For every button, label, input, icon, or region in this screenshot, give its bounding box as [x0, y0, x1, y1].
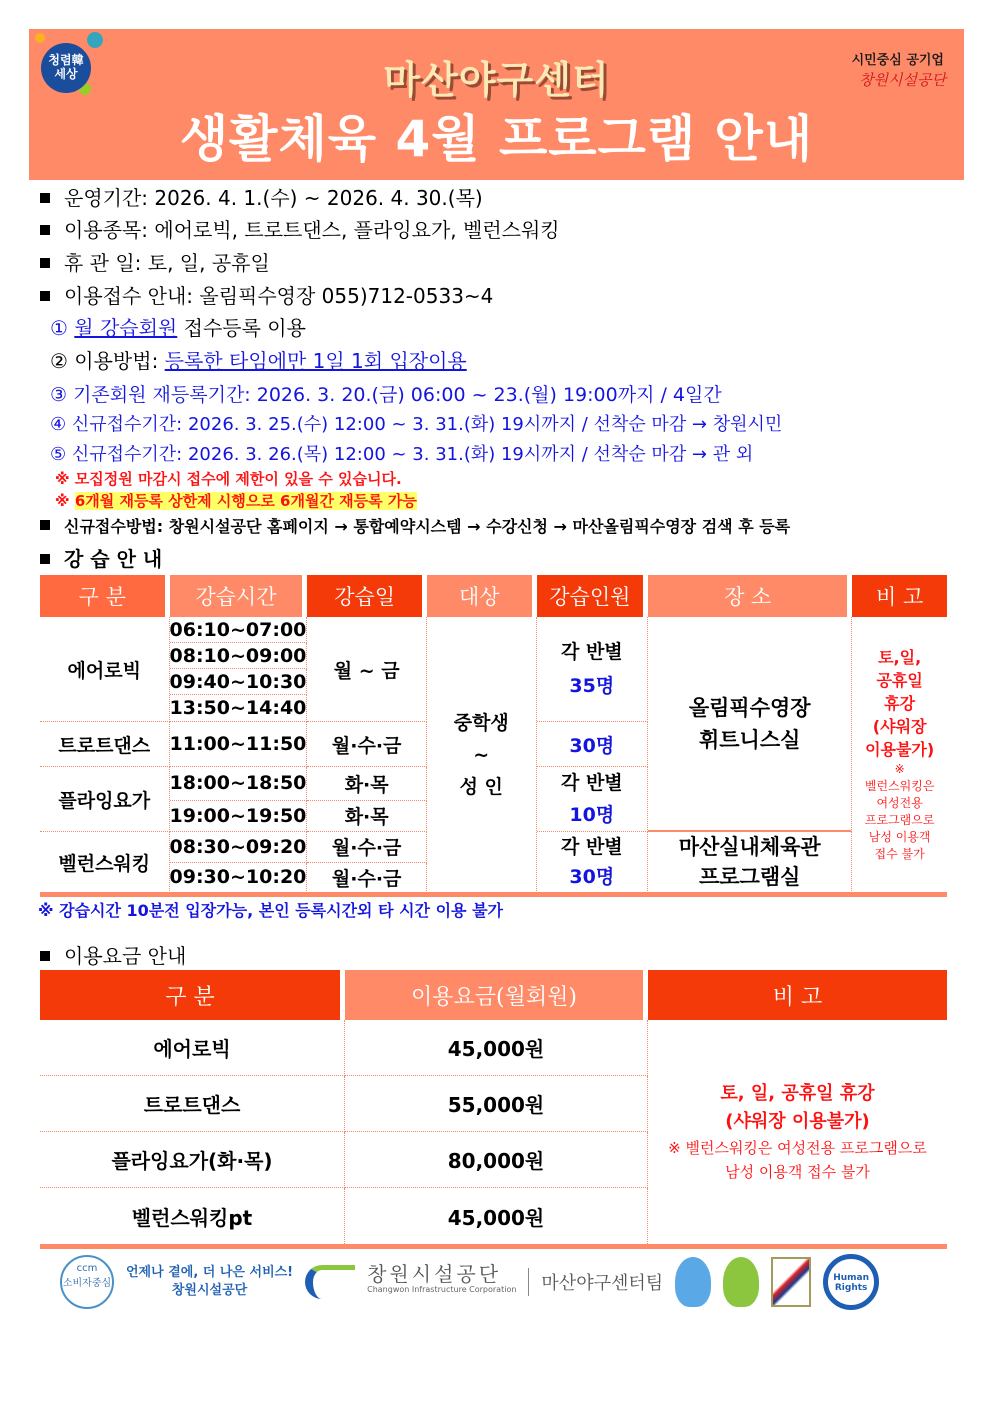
decor-dot	[87, 32, 103, 48]
item-1: ① 월 강습회원 접수등록 이용	[50, 316, 306, 340]
mascot-green-icon	[723, 1257, 759, 1307]
class-capacity: 각 반별 10명	[537, 767, 649, 832]
class-capacity: 30명	[537, 722, 649, 767]
fee-name: 플라잉요가(화·목)	[40, 1132, 345, 1188]
health-logo-icon	[305, 1265, 355, 1299]
footer-slogan: 언제나 곁에, 더 나은 서비스! 창원시설공단	[126, 1265, 294, 1298]
fee-header-remark: 비 고	[648, 970, 947, 1020]
mascot-blue-icon	[675, 1257, 711, 1307]
bullet-icon	[40, 520, 50, 530]
note-reregister: ※ 6개월 재등록 상한제 시행으로 6개월간 재등록 가능	[55, 492, 417, 510]
class-name: 벨런스워킹	[40, 832, 170, 893]
header-place: 장 소	[648, 575, 852, 617]
method-line: 신규접수방법: 창원시설공단 홈페이지 → 통합예약시스템 → 수강신청 → 마산올림픽수영장 검색 후 등록	[40, 514, 790, 537]
header-time: 강습시간	[170, 575, 308, 617]
class-days: 월·수·금	[307, 832, 427, 863]
fee-name: 에어로빅	[40, 1020, 345, 1076]
class-days: 화·목	[307, 801, 427, 832]
fee-table	[40, 970, 947, 1244]
fee-header-category: 구 분	[40, 970, 345, 1020]
closed-line: 휴 관 일: 토, 일, 공휴일	[40, 247, 270, 276]
class-name: 에어로빅	[40, 617, 170, 722]
class-time: 13:50~14:40	[170, 695, 308, 722]
class-time: 11:00~11:50	[170, 722, 308, 767]
bullet-icon	[40, 951, 50, 961]
fee-price: 45,000원	[345, 1188, 648, 1244]
class-time: 06:10~07:00	[170, 617, 308, 643]
usage-link[interactable]: 등록한 타임에만 1일 1회 입장이용	[164, 349, 467, 373]
fee-remark: 토, 일, 공휴일 휴강 (샤워장 이용불가) ※ 벨런스워킹은 여성전용 프로그램으로 남성 이용객 접수 불가	[668, 1083, 927, 1181]
bullet-icon	[40, 554, 50, 564]
class-target: 중학생 ~ 성 인	[427, 617, 537, 893]
class-days: 화·목	[307, 767, 427, 801]
note-capacity: ※ 모집정원 마감시 접수에 제한이 있을 수 있습니다.	[55, 470, 402, 488]
class-days: 월·수·금	[307, 722, 427, 767]
member-link[interactable]: 월 강습회원	[74, 316, 178, 340]
decor-dot	[35, 33, 45, 43]
class-note: ※ 강습시간 10분전 입장가능, 본인 등록시간외 타 시간 이용 불가	[38, 901, 503, 920]
corp-logo: 창원시설공단 Changwon Infrastructure Corporation	[367, 1262, 517, 1294]
class-time: 09:40~10:30	[170, 669, 308, 695]
page-title: 생활체육 4월 프로그램 안내	[179, 110, 814, 168]
class-days: 월 ~ 금	[307, 617, 427, 722]
team-name: 마산야구센터팀	[541, 1273, 664, 1294]
class-capacity: 각 반별 30명	[537, 832, 649, 893]
header-category: 구 분	[40, 575, 170, 617]
fee-price: 45,000원	[345, 1020, 648, 1076]
bullet-icon	[40, 291, 50, 301]
class-name: 트로트댄스	[40, 722, 170, 767]
section-class: 강 습 안 내	[40, 543, 162, 572]
footer-logos	[60, 1252, 920, 1312]
header-banner	[29, 29, 964, 180]
class-remark: 토,일, 공휴일 휴강 (샤워장 이용불가) ※ 벨런스워킹은 여성전용 프로그램으로 남성 이용객 접수 불가	[852, 617, 947, 893]
class-name: 플라잉요가	[40, 767, 170, 832]
bullet-icon	[40, 225, 50, 235]
header-target: 대상	[427, 575, 537, 617]
bullet-icon	[40, 193, 50, 203]
fee-price: 55,000원	[345, 1076, 648, 1132]
class-time: 19:00~19:50	[170, 801, 308, 832]
item-2: ② 이용방법: 등록한 타임에만 1일 1회 입장이용	[50, 349, 467, 373]
center-title: 마산야구센터	[383, 58, 610, 102]
class-table	[40, 575, 947, 893]
fee-price: 80,000원	[345, 1132, 648, 1188]
item-5: ⑤ 신규접수기간: 2026. 3. 26.(목) 12:00 ~ 3. 31.(화) 19시까지 / 선착순 마감 → 관 외	[50, 444, 754, 465]
org-logo: 창원시설공단	[859, 71, 946, 89]
section-fee: 이용요금 안내	[40, 940, 186, 969]
sports-line: 이용종목: 에어로빅, 트로트댄스, 플라잉요가, 벨런스워킹	[40, 214, 560, 243]
class-time: 08:10~09:00	[170, 643, 308, 669]
human-rights-logo: Human Rights	[823, 1254, 879, 1310]
divider	[40, 892, 947, 897]
divider	[40, 1244, 947, 1249]
class-time: 18:00~18:50	[170, 767, 308, 801]
class-days: 월·수·금	[307, 863, 427, 894]
period-line: 운영기간: 2026. 4. 1.(수) ~ 2026. 4. 30.(목)	[40, 182, 483, 211]
item-4: ④ 신규접수기간: 2026. 3. 25.(수) 12:00 ~ 3. 31.(화) 19시까지 / 선착순 마감 → 창원시민	[50, 414, 783, 435]
item-3: ③ 기존회원 재등록기간: 2026. 3. 20.(금) 06:00 ~ 23.(월) 19:00까지 / 4일간	[50, 384, 722, 406]
integrity-logo: 청렴韓 세상	[41, 43, 91, 93]
header-days: 강습일	[307, 575, 427, 617]
fee-name: 벨런스워킹pt	[40, 1188, 345, 1244]
class-time: 09:30~10:20	[170, 863, 308, 894]
class-capacity: 각 반별 35명	[537, 617, 649, 722]
header-remark: 비 고	[852, 575, 947, 617]
quality-cert-icon	[771, 1257, 811, 1307]
slogan: 시민중심 공기업	[851, 53, 944, 68]
class-time: 08:30~09:20	[170, 832, 308, 863]
fee-header-price: 이용요금(월회원)	[345, 970, 648, 1020]
header-capacity: 강습인원	[537, 575, 649, 617]
fee-name: 트로트댄스	[40, 1076, 345, 1132]
divider	[528, 1268, 529, 1296]
ccm-logo: ccm 소비자중심	[60, 1255, 114, 1309]
contact-line: 이용접수 안내: 올림픽수영장 055)712-0533~4	[40, 280, 493, 309]
class-place-1: 올림픽수영장 휘트니스실	[648, 617, 852, 832]
bullet-icon	[40, 258, 50, 268]
class-place-2: 마산실내체육관 프로그램실	[648, 832, 852, 893]
